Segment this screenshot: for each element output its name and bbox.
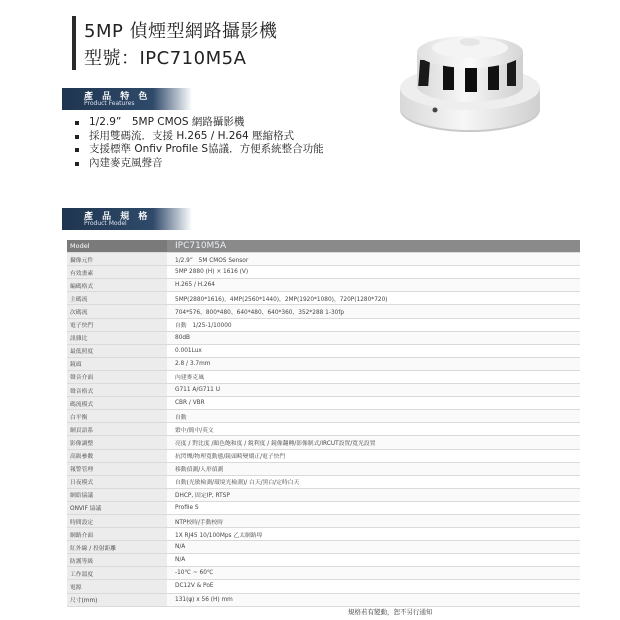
spec-section-subtitle: Product Model (84, 220, 127, 227)
spec-section-header (62, 208, 192, 230)
spec-row (67, 357, 580, 370)
spec-value: 5MP(2880*1616)，4MP(2560*1440)，2MP(1920*1080)，720P(1280*720) (167, 292, 580, 305)
feature-item: 內建麥克風聲音 (75, 157, 324, 171)
spec-key: 鏡頭 (67, 357, 167, 370)
spec-key: 網頁語系 (67, 423, 167, 436)
spec-row (67, 436, 580, 449)
spec-row (67, 410, 580, 423)
spec-value: G711 A/G711 U (167, 384, 580, 397)
spec-value: NTP校時/手動校時 (167, 514, 580, 527)
spec-value: 移動偵測/人形偵測 (167, 462, 580, 475)
spec-value: N/A (167, 554, 580, 567)
spec-value: 抗閃爍/物理寬動態/鏡頭畸變矯正/電子快門 (167, 449, 580, 462)
spec-value: DHCP, 固定IP, RTSP (167, 488, 580, 501)
spec-value: 亮度 / 對比度 /顏色飽和度 / 銳利度 / 鏡像翻轉/影像制式/IRCUT設置/寬光設置 (167, 436, 580, 449)
spec-row (67, 384, 580, 397)
spec-value: N/A (167, 541, 580, 554)
spec-value: 80dB (167, 331, 580, 344)
spec-row (67, 528, 580, 541)
spec-key: 高級參數 (67, 449, 167, 462)
spec-value: 自動 (167, 410, 580, 423)
spec-value: 0.001Lux (167, 344, 580, 357)
spec-value: 704*576、800*480、640*480、640*360、352*288 1-30fp (167, 305, 580, 318)
spec-key: 紅外線 / 投射距離 (67, 541, 167, 554)
spec-header-value: IPC710M5A (167, 240, 580, 253)
spec-row (67, 488, 580, 501)
spec-key: 攝像元件 (67, 253, 167, 266)
features-section-title: 產 品 特 色 (84, 92, 151, 102)
spec-key: 白平衡 (67, 410, 167, 423)
feature-list (75, 116, 324, 170)
spec-row (67, 305, 580, 318)
spec-key: 網絡協議 (67, 488, 167, 501)
spec-row (67, 541, 580, 554)
spec-value: -10℃ ~ 60℃ (167, 567, 580, 580)
spec-key: 訊雜比 (67, 331, 167, 344)
spec-value: 2.8 / 3.7mm (167, 357, 580, 370)
feature-item: 支援標準 Onfiv Profile S協議．方便系統整合功能 (75, 143, 324, 157)
spec-row (67, 514, 580, 527)
spec-row (67, 554, 580, 567)
spec-key: 電子快門 (67, 318, 167, 331)
spec-table (67, 240, 580, 607)
spec-row (67, 344, 580, 357)
spec-row (67, 423, 580, 436)
spec-row (67, 370, 580, 383)
spec-key: 碼流模式 (67, 397, 167, 410)
spec-key: 尺寸(mm) (67, 593, 167, 606)
spec-row (67, 567, 580, 580)
spec-key: 聲音介面 (67, 370, 167, 383)
spec-value: 1/2.9” 5M CMOS Sensor (167, 253, 580, 266)
spec-key: 編碼格式 (67, 279, 167, 292)
spec-value: 繁中/簡中/英文 (167, 423, 580, 436)
spec-key: 工作溫度 (67, 567, 167, 580)
feature-item: 1/2.9” 5MP CMOS 網路攝影機 (75, 116, 324, 130)
spec-key: 報警管理 (67, 462, 167, 475)
spec-value: H.265 / H.264 (167, 279, 580, 292)
spec-key: 電源 (67, 580, 167, 593)
spec-key: 防護等級 (67, 554, 167, 567)
spec-row (67, 593, 580, 606)
spec-key: 有效畫素 (67, 266, 167, 279)
spec-header-key: Model (67, 240, 167, 253)
spec-value: Profile S (167, 501, 580, 514)
spec-row (67, 475, 580, 488)
footnote: 規格若有變動，恕不另行通知 (348, 608, 433, 616)
spec-key: 聲音格式 (67, 384, 167, 397)
spec-key: ONVIF 協議 (67, 501, 167, 514)
spec-row (67, 292, 580, 305)
spec-row (67, 449, 580, 462)
model-number: 型號：IPC710M5A (84, 48, 247, 69)
smoke-detector-camera-image (395, 18, 545, 138)
spec-row (67, 397, 580, 410)
page-title: 5MP 偵煙型網路攝影機 (84, 21, 278, 42)
feature-item: 採用雙碼流．支援 H.265 / H.264 壓縮格式 (75, 130, 324, 144)
spec-value: CBR / VBR (167, 397, 580, 410)
spec-value: 自動(光敏檢測/環境光檢測)/ 白天/黑白/定時白天 (167, 475, 580, 488)
spec-value: DC12V & PoE (167, 580, 580, 593)
spec-row (67, 318, 580, 331)
spec-key: 最低照度 (67, 344, 167, 357)
title-accent-bar (72, 16, 76, 70)
spec-value: 自動 1/25-1/10000 (167, 318, 580, 331)
spec-row (67, 580, 580, 593)
spec-row (67, 279, 580, 292)
spec-key: 次碼流 (67, 305, 167, 318)
spec-header-row (67, 240, 580, 253)
spec-value: 1X RJ45 10/100Mps 乙太網路埠 (167, 528, 580, 541)
spec-key: 主碼流 (67, 292, 167, 305)
features-section-header (62, 88, 192, 110)
spec-key: 網路介面 (67, 528, 167, 541)
features-section-subtitle: Product Features (84, 100, 135, 107)
spec-key: 時間設定 (67, 514, 167, 527)
spec-row (67, 253, 580, 266)
spec-section-title: 產 品 規 格 (84, 212, 151, 222)
spec-value: 內建麥克風 (167, 370, 580, 383)
spec-key: 日夜模式 (67, 475, 167, 488)
spec-row (67, 266, 580, 279)
spec-value: 131(ψ) x 56 (H) mm (167, 593, 580, 606)
spec-row (67, 462, 580, 475)
spec-key: 影像調整 (67, 436, 167, 449)
spec-value: 5MP 2880 (H) × 1616 (V) (167, 266, 580, 279)
spec-row (67, 501, 580, 514)
spec-row (67, 331, 580, 344)
